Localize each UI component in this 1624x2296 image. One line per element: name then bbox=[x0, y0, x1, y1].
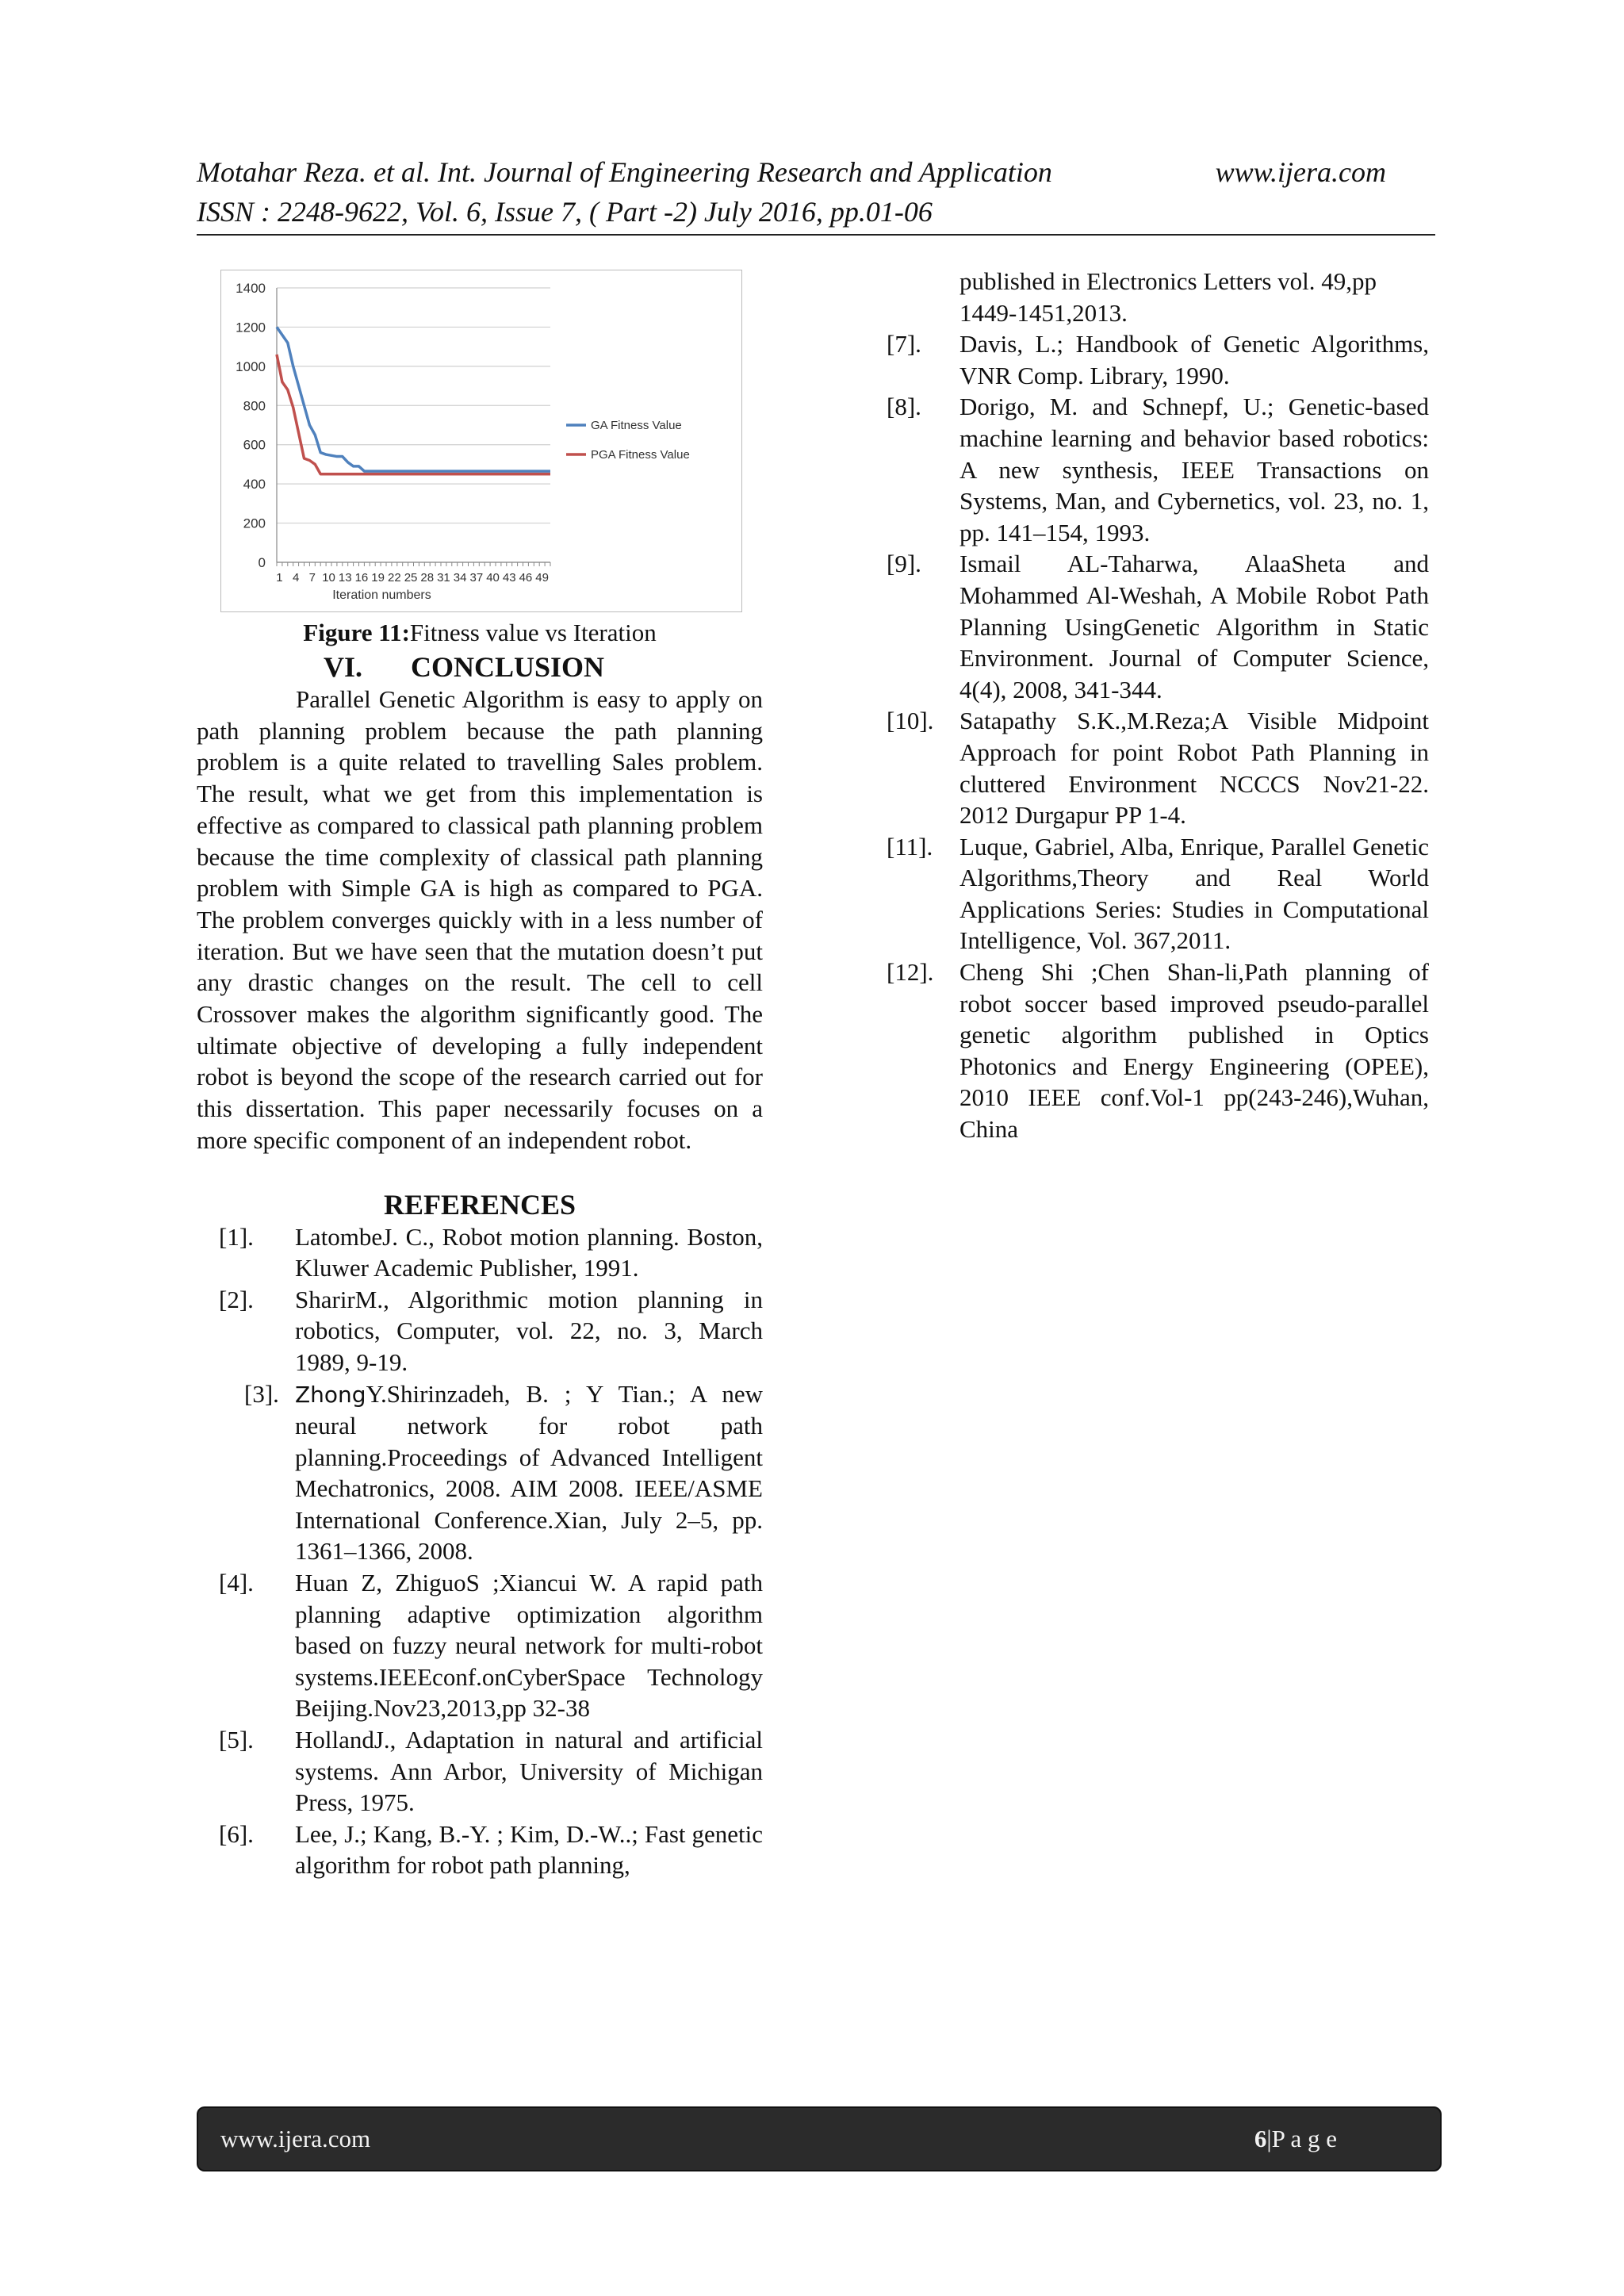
y-tick-label: 1200 bbox=[236, 320, 266, 335]
reference-item bbox=[879, 831, 1429, 956]
y-tick-label: 200 bbox=[243, 516, 266, 531]
conclusion-heading bbox=[197, 650, 763, 684]
x-tick-label: 31 bbox=[437, 571, 450, 585]
fitness-chart-svg bbox=[221, 270, 741, 611]
reference-text: SharirM., Algorithmic motion planning in robotics, Computer, vol. 22, no. 3, March 1989, 9-19. bbox=[295, 1285, 763, 1376]
x-tick-label: 19 bbox=[371, 571, 385, 585]
reference-text: Dorigo, M. and Schnepf, U.; Genetic-based machine learning and behavior based robotics: A new synthesis, IEEE Transactions on Systems, Man, and Cybernetics, vol. 23, no. 1, pp. 141–154, 1993. bbox=[959, 393, 1429, 546]
section-title: CONCLUSION bbox=[411, 651, 605, 683]
x-tick-label: 46 bbox=[519, 571, 533, 585]
x-tick-label: 10 bbox=[322, 571, 335, 585]
x-tick-label: 40 bbox=[486, 571, 500, 585]
page-number-value: 6 bbox=[1254, 2125, 1267, 2152]
reference-6-continuation: published in Electronics Letters vol. 49,pp 1449-1451,2013. bbox=[959, 267, 1377, 327]
x-tick-label: 7 bbox=[308, 571, 316, 585]
reference-text: Lee, J.; Kang, B.-Y. ; Kim, D.-W..; Fast genetic algorithm for robot path planning, bbox=[295, 1819, 763, 1880]
page-label: |P a g e bbox=[1266, 2125, 1337, 2152]
reference-number: [3]. bbox=[244, 1379, 279, 1408]
reference-text: ZhongY.Shirinzadeh, B. ; Y Tian.; A new neural network for robot path planning.Proceedings of Advanced Intelligent Mechatronics, 2008. AIM 2008. IEEE/ASME International Conference.Xian, July 2–5, pp. 1361–1366, 2008. bbox=[295, 1379, 763, 1566]
reference-item bbox=[879, 548, 1429, 705]
reference-item bbox=[879, 391, 1429, 548]
reference-item bbox=[879, 328, 1429, 391]
reference-text: HollandJ., Adaptation in natural and artificial systems. Ann Arbor, University of Michigan Press, 1975. bbox=[295, 1726, 763, 1817]
reference-text: Luque, Gabriel, Alba, Enrique, Parallel Genetic Algorithms,Theory and Real World Applications Series: Studies in Computational Intelligence, Vol. 367,2011. bbox=[959, 832, 1429, 955]
reference-item bbox=[197, 1221, 763, 1284]
reference-item bbox=[879, 705, 1429, 830]
reference-number: [7]. bbox=[887, 330, 921, 358]
figure-label: Figure 11: bbox=[303, 619, 410, 646]
page-footer bbox=[197, 2106, 1442, 2171]
x-tick-label: 1 bbox=[276, 571, 283, 585]
y-tick-label: 0 bbox=[258, 555, 266, 570]
journal-citation: Motahar Reza. et al. Int. Journal of Engineering Research and Application bbox=[197, 156, 1052, 188]
reference-item bbox=[197, 1819, 763, 1881]
legend-entry: PGA Fitness Value bbox=[591, 448, 690, 462]
legend-entry: GA Fitness Value bbox=[591, 419, 682, 432]
header-line-1 bbox=[197, 152, 1435, 192]
reference-number: [4]. bbox=[219, 1569, 254, 1597]
x-tick-label: 49 bbox=[535, 571, 549, 585]
reference-number: [5]. bbox=[219, 1726, 254, 1754]
reference-item bbox=[197, 1724, 763, 1819]
reference-text: Satapathy S.K.,M.Reza;A Visible Midpoint Approach for point Robot Path Planning in cluttered Environment NCCCS Nov21-22. 2012 Durgapur PP 1-4. bbox=[959, 707, 1429, 830]
y-tick-label: 600 bbox=[243, 437, 266, 453]
reference-item bbox=[879, 956, 1429, 1145]
x-tick-label: 16 bbox=[354, 571, 369, 585]
section-number: VI. bbox=[324, 651, 363, 683]
x-tick-label: 37 bbox=[469, 571, 484, 585]
conclusion-paragraph: Parallel Genetic Algorithm is easy to apply on path planning problem because the path planning problem is a quite related to travelling Sales problem. The result, what we get from this implementation is effective as compared to classical path planning problem because the time complexity of classical path planning problem with Simple GA is high as compared to PGA. The problem converges quickly with in a less number of iteration. But we have seen that the mutation doesn’t put any drastic changes on the result. The cell to cell Crossover makes the algorithm significantly good. The ultimate objective of developing a fully independent robot is beyond the scope of the research carried out for this dissertation. This paper necessarily focuses on a more specific component of an independent robot. bbox=[197, 685, 763, 1154]
x-tick-label: 34 bbox=[453, 571, 467, 585]
x-tick-label: 22 bbox=[388, 571, 401, 585]
reference-number: [1]. bbox=[219, 1222, 254, 1251]
reference-author-lead: Zhong bbox=[295, 1381, 366, 1408]
x-tick-label: 25 bbox=[404, 571, 418, 585]
x-tick-label: 43 bbox=[502, 571, 516, 585]
y-tick-label: 800 bbox=[243, 398, 266, 414]
page-number bbox=[1254, 2125, 1337, 2153]
references-right-list bbox=[879, 328, 1429, 1144]
figure-caption bbox=[197, 617, 763, 649]
footer-url: www.ijera.com bbox=[220, 2125, 371, 2152]
references-left-list bbox=[197, 1221, 763, 1881]
reference-item bbox=[197, 1567, 763, 1724]
references-heading: REFERENCES bbox=[383, 1188, 576, 1221]
right-column bbox=[879, 266, 1429, 1145]
fitness-chart bbox=[220, 270, 742, 612]
left-column bbox=[197, 270, 763, 1881]
x-tick-label: 13 bbox=[338, 571, 352, 585]
reference-text: Huan Z, ZhiguoS ;Xiancui W. A rapid path planning adaptive optimization algorithm based on fuzzy neural network for multi-robot systems.IEEEconf.onCyberSpace Technology Beijing.Nov23,2013,pp 32-38 bbox=[295, 1569, 763, 1723]
reference-item bbox=[197, 1284, 763, 1378]
reference-number: [10]. bbox=[887, 707, 934, 735]
y-tick-label: 400 bbox=[243, 477, 266, 493]
reference-text: Davis, L.; Handbook of Genetic Algorithms, VNR Comp. Library, 1990. bbox=[959, 330, 1429, 389]
header-rule bbox=[197, 234, 1435, 236]
reference-text: LatombeJ. C., Robot motion planning. Boston, Kluwer Academic Publisher, 1991. bbox=[295, 1222, 763, 1282]
x-tick-label: 4 bbox=[292, 571, 300, 585]
y-tick-label: 1000 bbox=[236, 358, 266, 374]
series-line-1 bbox=[277, 327, 550, 471]
x-axis-label: Iteration numbers bbox=[332, 588, 431, 602]
reference-number: [8]. bbox=[887, 393, 921, 421]
reference-number: [9]. bbox=[887, 550, 921, 578]
header-url: www.ijera.com bbox=[1215, 156, 1386, 188]
reference-number: [6]. bbox=[219, 1819, 254, 1848]
issn-line: ISSN : 2248-9622, Vol. 6, Issue 7, ( Part -2) July 2016, pp.01-06 bbox=[197, 196, 933, 228]
x-tick-label: 28 bbox=[420, 571, 435, 585]
reference-number: [11]. bbox=[887, 832, 933, 861]
reference-number: [2]. bbox=[219, 1285, 254, 1313]
page-header bbox=[197, 152, 1435, 236]
reference-item bbox=[197, 1378, 763, 1568]
y-tick-label: 1400 bbox=[236, 281, 266, 296]
reference-text: Ismail AL-Taharwa, AlaaSheta and Mohammed Al-Weshah, A Mobile Robot Path Planning UsingGenetic Algorithm in Static Environment. Journal of Computer Science, 4(4), 2008, 341-344. bbox=[959, 550, 1429, 703]
figure-caption-text: Fitness value vs Iteration bbox=[409, 619, 657, 646]
reference-text: Cheng Shi ;Chen Shan-li,Path planning of robot soccer based improved pseudo-parallel genetic algorithm published in Optics Photonics and Energy Engineering (OPEE), 2010 IEEE conf.Vol-1 pp(243-246),Wuhan, China bbox=[959, 958, 1429, 1144]
reference-number: [12]. bbox=[887, 958, 934, 987]
series-line-2 bbox=[277, 355, 550, 474]
